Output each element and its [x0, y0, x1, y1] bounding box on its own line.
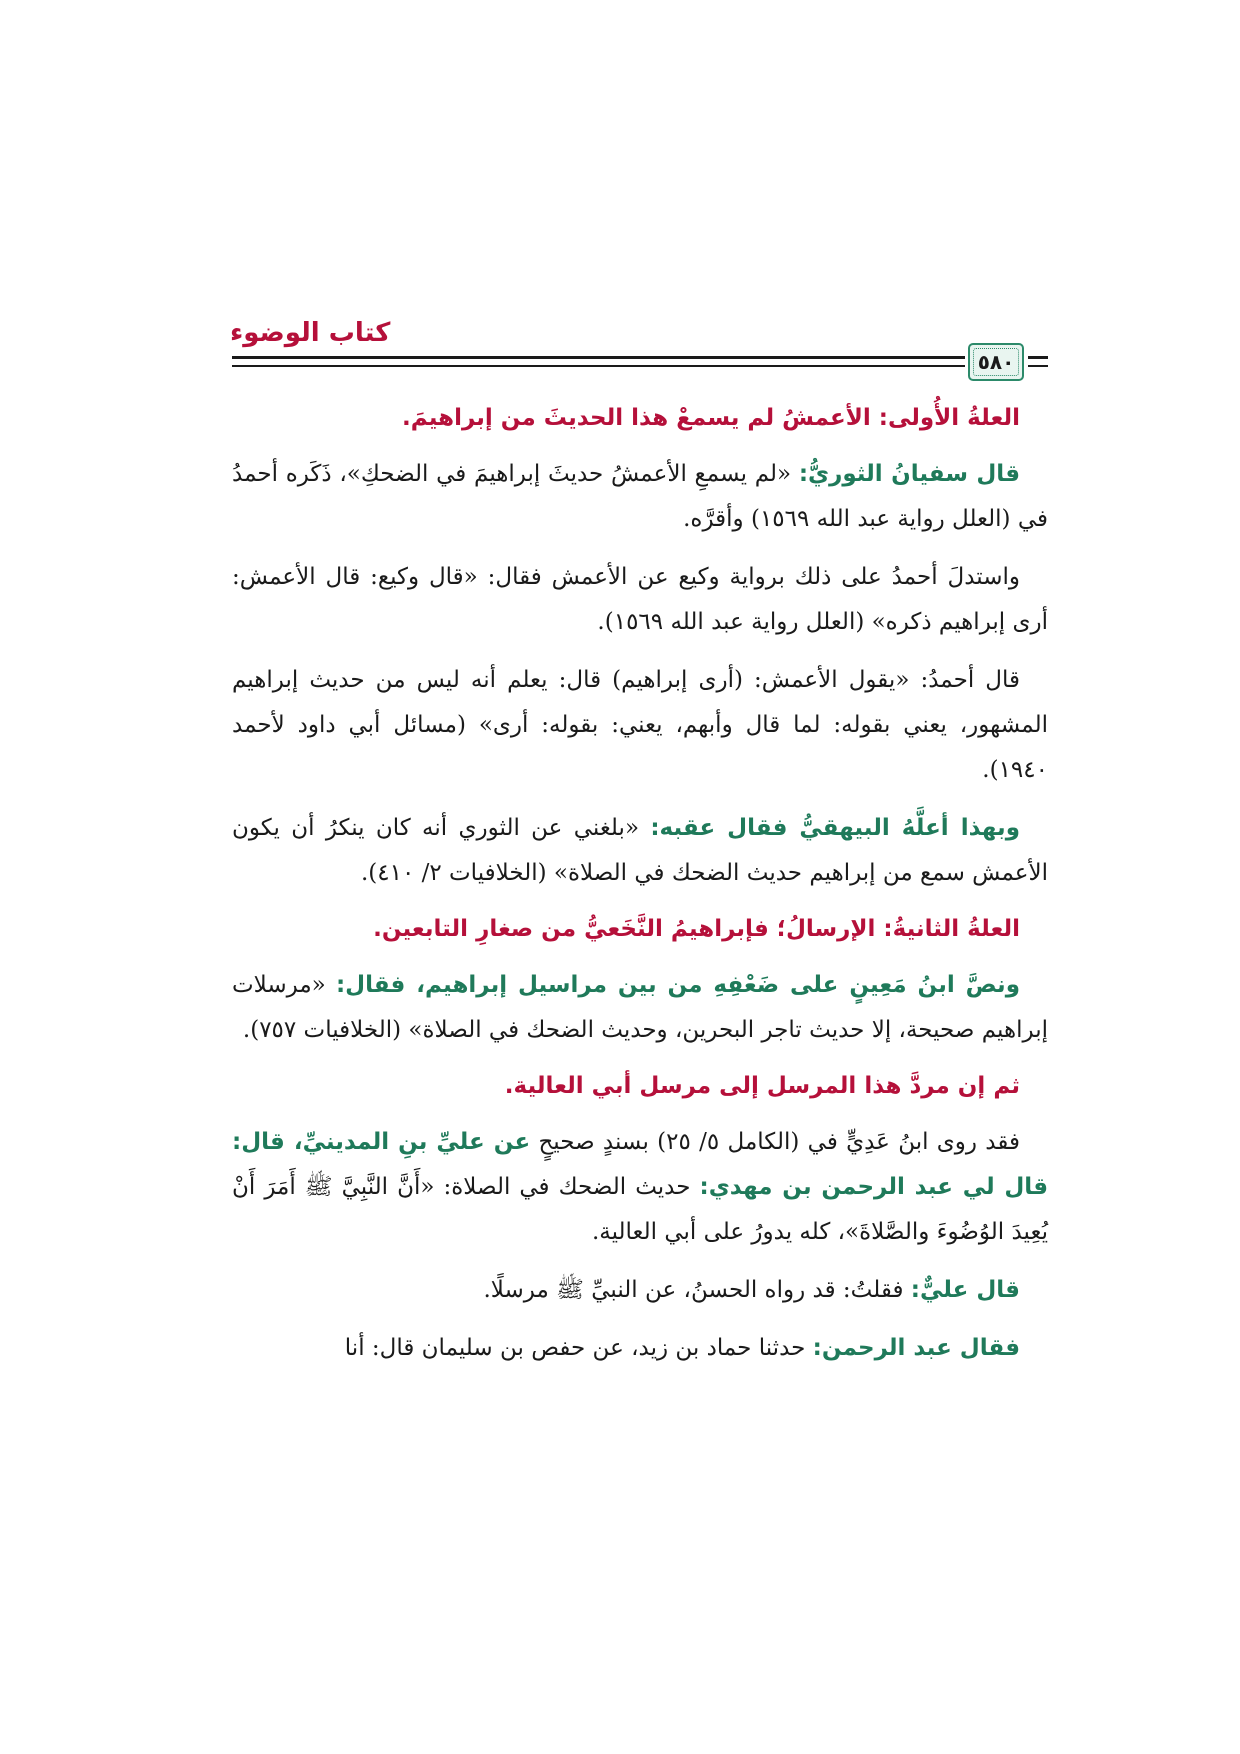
paragraph-3-text: قال أحمدُ: «يقول الأعمش: (أرى إبراهيم) قال: يعلم أنه ليس من حديث إبراهيم المشهور، يعني بقوله: لما قال وأبهم، يعني: بقوله: أرى» (مسائل أبي داود لأحمد ١٩٤٠). [232, 667, 1048, 783]
paragraph-8-lead: فقال عبد الرحمن: [812, 1335, 1020, 1361]
paragraph-7-text: فقلتُ: قد رواه الحسنُ، عن النبيِّ ﷺ مرسلًا. [483, 1277, 911, 1303]
paragraph-2-text: واستدلَ أحمدُ على ذلك برواية وكيع عن الأعمش فقال: «قال وكيع: قال الأعمش: أرى إبراهيم ذكره» (العلل رواية عبد الله ١٥٦٩). [232, 564, 1048, 635]
paragraph-1-lead: قال سفيانُ الثوريُّ: [798, 461, 1021, 487]
page-number-frame [968, 343, 1024, 381]
header-rule-right-top [1028, 356, 1048, 359]
paragraph-8 [232, 1326, 1048, 1371]
section-heading-3: ثم إن مردَّ هذا المرسل إلى مرسل أبي العالية. [504, 1073, 1020, 1099]
page-content [232, 388, 1048, 1384]
paragraph-6-lead: عن عليِّ بنِ المدينيِّ، قال: قال لي عبد الرحمن بن مهدي: [232, 1129, 1049, 1200]
paragraph-2 [232, 555, 1048, 645]
paragraph-5 [232, 963, 1048, 1053]
header-rule-right-bottom [1028, 365, 1048, 367]
paragraph-4-lead: وبهذا أعلَّهُ البيهقيُّ فقال عقبه: [650, 815, 1020, 841]
paragraph-4 [232, 806, 1048, 896]
section-heading-1: العلةُ الأُولى: الأعمشُ لم يسمعْ هذا الحديثَ من إبراهيمَ. [401, 405, 1020, 431]
paragraph-3 [232, 658, 1048, 793]
header-rule-top [232, 356, 965, 359]
paragraph-6 [232, 1120, 1048, 1255]
paragraph-1 [232, 452, 1048, 542]
paragraph-5-lead: ونصَّ ابنُ مَعِينٍ على ضَعْفِهِ من بين مراسيل إبراهيم، فقال: [335, 972, 1020, 998]
paragraph-6-text-c: حديث الضحك في الصلاة: «أَنَّ النَّبِيَّ ﷺ أَمَرَ أَنْ يُعِيدَ الوُضُوءَ والصَّلاةَ»، كله يدورُ على أبي العالية. [232, 1174, 1048, 1245]
paragraph-7 [232, 1268, 1048, 1313]
paragraph-1-text: «لم يسمعِ الأعمشُ حديثَ إبراهيمَ في الضحكِ»، ذَكَره أحمدُ في (العلل رواية عبد الله ١٥٦٩) وأقرَّه. [232, 461, 1048, 532]
paragraph-7-lead: قال عليٌّ: [910, 1277, 1020, 1303]
book-title: كتاب الوضوء [230, 318, 391, 348]
paragraph-4-text: «بلغني عن الثوري أنه كان ينكرُ أن يكون الأعمش سمع من إبراهيم حديث الضحك في الصلاة» (الخلافيات ٢/ ٤١٠). [232, 815, 1048, 886]
paragraph-5-text: «مرسلات إبراهيم صحيحة، إلا حديث تاجر البحرين، وحديث الضحك في الصلاة» (الخلافيات ٧٥٧). [232, 972, 1048, 1043]
section-heading-2: العلةُ الثانيةُ: الإرسالُ؛ فإبراهيمُ النَّخَعيُّ من صغارِ التابعين. [373, 916, 1020, 942]
paragraph-6-text-a: فقد روى ابنُ عَدِيٍّ في (الكامل ٥/ ٢٥) بسندٍ صحيحٍ [530, 1129, 1020, 1155]
header-rule-bottom [232, 365, 965, 367]
paragraph-8-text: حدثنا حماد بن زيد، عن حفص بن سليمان قال: أنا [344, 1335, 813, 1361]
page-number: ٥٨٠ [977, 350, 1015, 374]
